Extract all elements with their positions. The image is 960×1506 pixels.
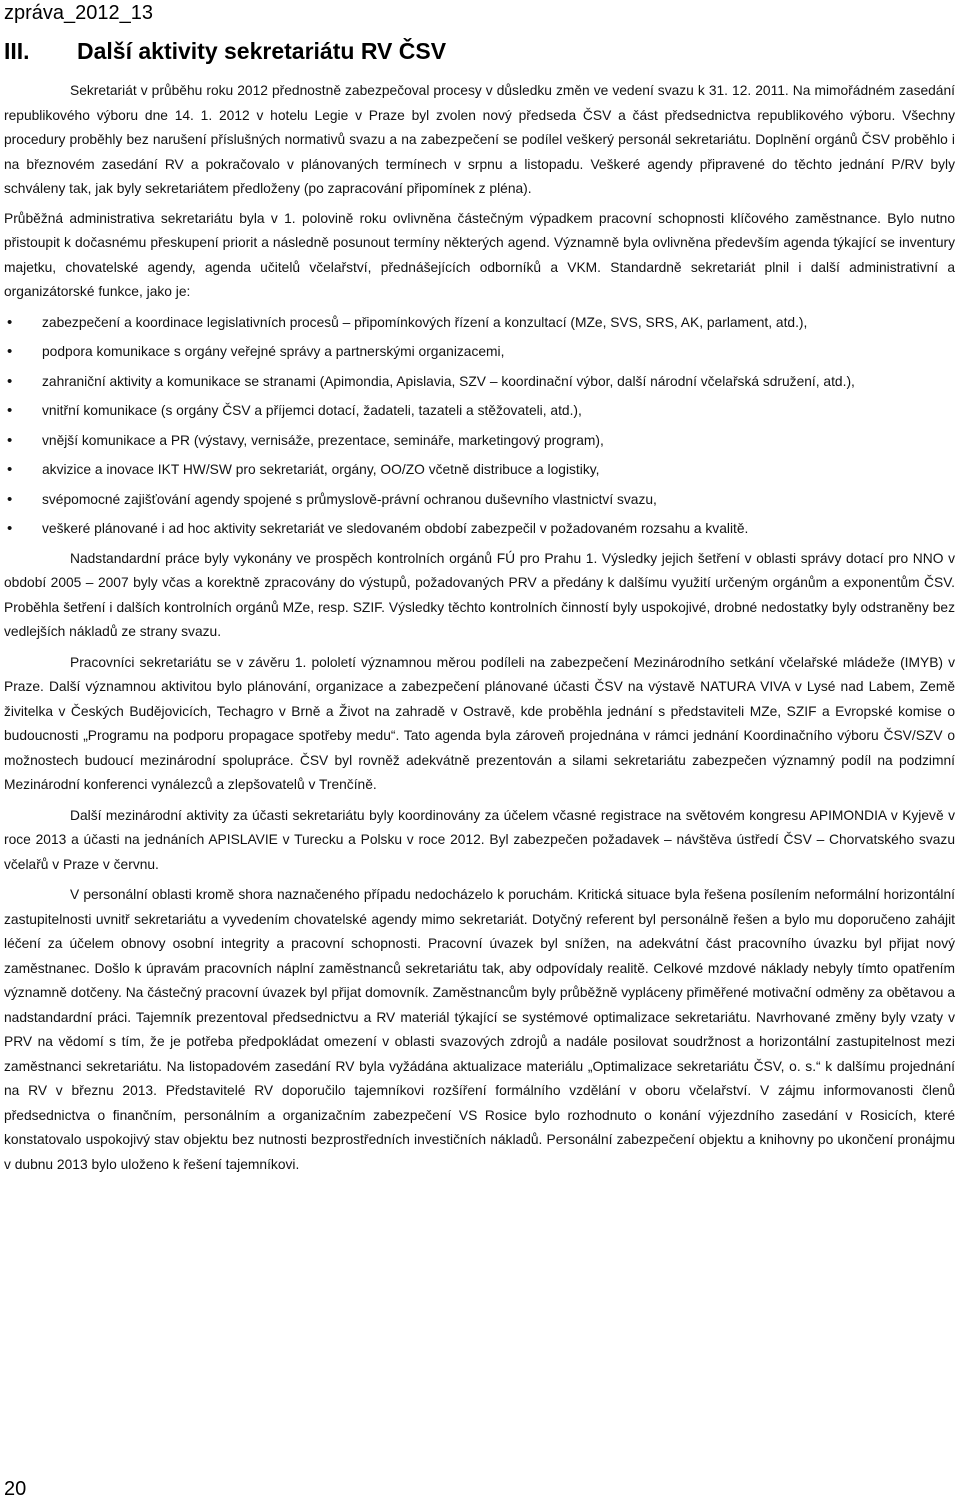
audit-paragraph: Nadstandardní práce byly vykonány ve prospěch kontrolních orgánů FÚ pro Prahu 1. Výsledky jejich šetření v oblasti správy dotací pro NNO v období 2005 – 2007 byly včas a korektně zpracovány do výstupů, požadovaných PRV a předány k dalšímu využití určeným orgánům a exponentům ČSV. Proběhla šetření i dalších kontrolních orgánů MZe, resp. SZIF. Výsledky těchto kontrolních činností byly uspokojivé, drobné nedostatky byly odstraněny bez vedlejších nákladů ze strany svazu.	[4, 550, 955, 639]
page-number: 20	[4, 1478, 27, 1500]
list-item: • vnitřní komunikace (s orgány ČSV a příjemci dotací, žadateli, tazateli a stěžovateli, atd.),	[4, 399, 955, 424]
section-number: III.	[4, 38, 30, 64]
international-paragraph: Další mezinárodní aktivity za účasti sekretariátu byly koordinovány za účelem včasné registrace na světovém kongresu APIMONDIA v Kyjevě v roce 2013 a účasti na jednáních APISLAVIE v Turecku a Polsku v roce 2012. Byl zabezpečen požadavek – návštěva ústředí ČSV – Chorvatského svazu včelařů v Praze v červnu.	[4, 807, 955, 872]
list-item: • akvizice a inovace IKT HW/SW pro sekretariát, orgány, OO/ZO včetně distribuce a logistiky,	[4, 458, 955, 483]
list-item: • zahraniční aktivity a komunikace se stranami (Apimondia, Apislavia, SZV – koordinační výbor, další národní včelařská sdružení, atd.),	[4, 370, 955, 395]
intro-paragraph: Sekretariát v průběhu roku 2012 přednostně zabezpečoval procesy v důsledku změn ve vedení svazu k 31. 12. 2011. Na mimořádném zasedání republikového výboru dne 14. 1. 2012 v hotelu Legie v Praze byl zvolen nový předseda ČSV a část předsednictva republikového výboru. Všechny procedury proběhly bez narušení příslušných normativů svazu a na zabezpečení se podílel veškerý personál sekretariátu. Doplnění orgánů ČSV proběhlo i na březnovém zasedání RV a pokračovalo v plánovaných termínech v srpnu a listopadu. Veškeré agendy připravené do těchto jednání P/RV byly schváleny tak, jak byly sekretariátem předloženy (po zapracování připomínek z pléna).	[4, 83, 955, 196]
list-item: • podpora komunikace s orgány veřejné správy a partnerskými organizacemi,	[4, 340, 955, 365]
personnel-paragraph: V personální oblasti kromě shora naznačeného případu nedocházelo k poruchám. Kritická situace byla řešena posílením neformální horizontální zastupitelnosti uvnitř sekretariátu a vyvedením chovatelské agendy mimo sekretariát. Dotyčný referent byl personálně řešen a bylo mu doporučeno zahájit léčení za účelem obnovy osobní integrity a pracovní schopnosti. Pracovní úvazek byl snížen, na adekvátní část pracovního úvazku byl přijat nový zaměstnanec. Došlo k úpravám pracovních náplní zaměstnanců sekretariátu tak, aby odpovídaly realitě. Celkové mzdové náklady nebyly tímto opatřením významně dotčeny. Na částečný pracovní úvazek byl přijat domovník. Zaměstnancům byly průběžně vypláceny přiměřené motivační odměny za obětavou a nadstandardní práci. Tajemník prezentoval předsednictvu a RV materiál týkající se systémové optimalizace sekretariátu. Navrhované změny byly vzaty v PRV na vědomí s tím, že je potřeba předpokládat omezení v oblasti svazových zdrojů a nadále posilovat soudržnost a horizontální zastupitelnost mezi zaměstnanci sekretariátu. Na listopadovém zasedání RV byla vyžádána aktualizace materiálu „Optimalizace sekretariátu ČSV, o. s.“ k dalšímu projednání na RV v březnu 2013. Představitelé RV doporučilo tajemníkovi rozšíření formálního vzdělání v oboru včelařství. V zájmu informovanosti členů předsednictva o finančním, personálním a organizačním zabezpečení VS Rosice bylo rozhodnuto o konání výjezdního zasedání v Rosicích, které konstatovalo uspokojivý stav objektu bez nutnosti bezprostředních investičních nákladů. Personální zabezpečení objektu a knihovny po ukončení pronájmu v dubnu 2013 bylo uloženo k řešení tajemníkovi.	[4, 887, 955, 1172]
list-item: • svépomocné zajišťování agendy spojené s průmyslově-právní ochranou duševního vlastnictví svazu,	[4, 488, 955, 513]
list-item: • vnější komunikace a PR (výstavy, vernisáže, prezentace, semináře, marketingový program),	[4, 429, 955, 454]
activity-list	[4, 311, 955, 542]
events-paragraph: Pracovníci sekretariátu se v závěru 1. pololetí významnou měrou podíleli na zabezpečení Mezinárodního setkání včelařské mládeže (IMYB) v Praze. Další významnou aktivitou bylo plánování, organizace a zabezpečení plánované účasti ČSV na výstavě NATURA VIVA v Lysé nad Labem, Země živitelka v Českých Budějovicích, Techagro v Brně a Život na zahradě v Ostravě, kde proběhla jednání s představiteli MZe, SZIF a Evropské komise o budoucnosti „Programu na podporu propagace spotřeby medu“. Tato agenda byla zároveň projednána v rámci jednání Koordinačního výboru ČSV/SZV o možnostech budoucí mezinárodní spolupráce. ČSV byl rovněž adekvátně prezentován a silami sekretariátu zabezpečen významný podíl na podzimní Mezinárodní konferenci vynálezců a zlepšovatelů v Trenčíně.	[4, 654, 955, 792]
section-heading	[4, 36, 446, 66]
list-item: • veškeré plánované i ad hoc aktivity sekretariát ve sledovaném období zabezpečil v požadovaném rozsahu a kvalitě.	[4, 517, 955, 542]
list-item: • zabezpečení a koordinace legislativních procesů – připomínkových řízení a konzultací (MZe, SVS, SRS, AK, parlament, atd.),	[4, 311, 955, 336]
admin-paragraph: Průběžná administrativa sekretariátu byla v 1. polovině roku ovlivněna částečným výpadkem pracovní schopnosti klíčového zaměstnance. Bylo nutno přistoupit k dočasnému přeskupení priorit a následně posunout termíny některých agend. Významně byla ovlivněna především agenda týkající se inventury majetku, chovatelské agendy, agenda učitelů včelařství, přednášejících odborníků a VKM. Standardně sekretariát plnil i další administrativní a organizátorské funkce, jako je:	[4, 210, 955, 299]
document-label: zpráva_2012_13	[4, 2, 154, 24]
section-title: Další aktivity sekretariátu RV ČSV	[77, 38, 447, 64]
document-body	[4, 79, 955, 1183]
